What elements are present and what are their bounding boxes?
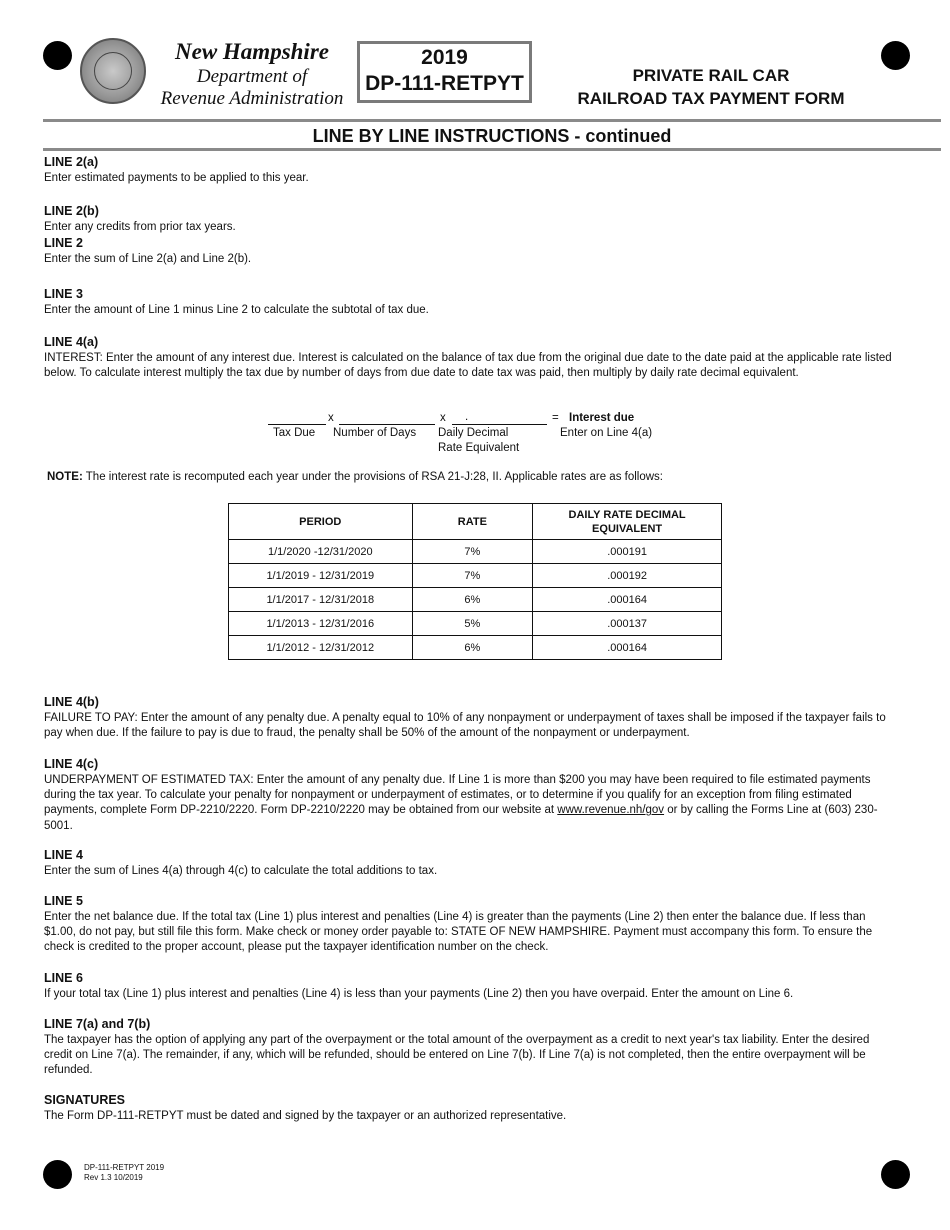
- section-heading: LINE 4: [44, 848, 83, 862]
- rate-header: RATE: [412, 504, 533, 540]
- section-line-2b: [44, 203, 894, 267]
- days-blank: [339, 424, 435, 425]
- state-seal-logo: [80, 38, 146, 104]
- table-row: [229, 588, 722, 612]
- table-row: [229, 540, 722, 564]
- daily-rate-header: DAILY RATE DECIMAL EQUIVALENT: [533, 504, 722, 540]
- section-heading: LINE 5: [44, 894, 83, 908]
- tax-due-label: Tax Due: [273, 427, 316, 439]
- note-label: NOTE:: [47, 471, 83, 483]
- dept-line-2: Revenue Administration: [160, 88, 344, 109]
- form-year: 2019: [421, 46, 468, 69]
- rate-cell: 6%: [412, 588, 533, 612]
- registration-mark-bottom-left: [43, 1160, 72, 1189]
- registration-mark-top-left: [43, 41, 72, 70]
- section-text: The taxpayer has the option of applying any part of the overpayment or the total amount of the overpayment as a credit to next year's tax liability. Enter the desired credit on Line 7(a). The remainder, if any, which will be refunded, should be entered on Line 7(b). If Line 7(a) is not completed, then the entire overpayment will be refunded.: [44, 1034, 870, 1077]
- section-heading: LINE 2(a): [44, 155, 99, 169]
- section-line-7: [44, 1016, 894, 1079]
- agency-name: [148, 38, 356, 110]
- rate-note: [47, 470, 897, 485]
- period-cell: 1/1/2019 - 12/31/2019: [229, 564, 413, 588]
- section-line-4a: [44, 334, 894, 381]
- website-link[interactable]: www.revenue.nh/gov: [557, 804, 665, 817]
- dept-line-1: Department of: [196, 66, 308, 87]
- form-number: DP-111-RETPYT: [365, 72, 524, 95]
- section-heading: SIGNATURES: [44, 1093, 126, 1107]
- daily-rate-cell: .000192: [533, 564, 722, 588]
- section-line-4b: [44, 694, 894, 741]
- section-heading: LINE 3: [44, 287, 83, 301]
- section-heading: LINE 2: [44, 236, 83, 251]
- section-text: Enter the sum of Line 2(a) and Line 2(b).: [44, 253, 252, 266]
- section-line-4c: [44, 756, 894, 834]
- table-row: [229, 636, 722, 660]
- note-text: The interest rate is recomputed each year under the provisions of RSA 21-J:28, II. Applicable rates are as follows:: [82, 471, 663, 483]
- daily-rate-cell: .000191: [533, 540, 722, 564]
- period-cell: 1/1/2020 -12/31/2020: [229, 540, 413, 564]
- section-text: Enter estimated payments to be applied to this year.: [44, 172, 309, 184]
- section-line-4: [44, 847, 894, 879]
- rate-cell: 5%: [412, 612, 533, 636]
- section-heading: LINE 4(c): [44, 757, 99, 771]
- section-text: UNDERPAYMENT OF ESTIMATED TAX: Enter the amount of any penalty due. If Line 1 is more than $200 you may have been required to file estimated payments during the tax year. To calculate your penalty for nonpayment or underpayment of estimates, or to determine if you qualify for an exception from filing estimated payments, complete Form DP-2210/2220. Form DP-2210/2220 may be obtained from our website at: [44, 774, 871, 817]
- section-heading: LINE 4(a): [44, 335, 99, 349]
- daily-rate-cell: .000164: [533, 588, 722, 612]
- header-rule-top: [43, 119, 941, 122]
- section-heading: LINE 6: [44, 971, 83, 985]
- section-heading: LINE 4(b): [44, 695, 99, 709]
- section-text: Enter any credits from prior tax years.: [44, 221, 236, 233]
- period-cell: 1/1/2013 - 12/31/2016: [229, 612, 413, 636]
- section-text: Enter the sum of Lines 4(a) through 4(c) to calculate the total additions to tax.: [44, 865, 438, 877]
- rate-cell: 6%: [412, 636, 533, 660]
- rate-cell: 7%: [412, 540, 533, 564]
- decimal-point: .: [465, 411, 469, 423]
- table-row: [229, 564, 722, 588]
- section-signatures: [44, 1092, 894, 1124]
- period-cell: 1/1/2017 - 12/31/2018: [229, 588, 413, 612]
- rate-cell: 7%: [412, 564, 533, 588]
- form-title: [552, 64, 870, 110]
- times-sign-1: x: [328, 412, 334, 424]
- table-header-row: [229, 504, 722, 540]
- section-line-3: [44, 286, 894, 318]
- section-text-end: or by calling the Forms Line at (603) 230-5001.: [44, 804, 878, 832]
- rate-equivalent-label: Rate Equivalent: [438, 442, 520, 454]
- header-rule-bottom: [43, 148, 941, 151]
- daily-rate-cell: .000164: [533, 636, 722, 660]
- interest-due-label: Interest due: [569, 412, 635, 424]
- daily-decimal-label: Daily Decimal: [438, 427, 509, 439]
- form-id-box: [357, 41, 532, 103]
- section-text: FAILURE TO PAY: Enter the amount of any penalty due. A penalty equal to 10% of any nonpayment or underpayment of taxes shall be imposed if the taxpayer fails to pay when due. If the failure to pay is due to fraud, the penalty shall be 50% of the amount of the nonpayment or underpayment.: [44, 712, 886, 740]
- section-line-2a: [44, 154, 894, 186]
- period-cell: 1/1/2012 - 12/31/2012: [229, 636, 413, 660]
- registration-mark-top-right: [881, 41, 910, 70]
- form-title-line-1: PRIVATE RAIL CAR: [632, 66, 790, 85]
- form-title-line-2: RAILROAD TAX PAYMENT FORM: [577, 89, 845, 108]
- registration-mark-bottom-right: [881, 1160, 910, 1189]
- section-text: Enter the amount of Line 1 minus Line 2 to calculate the subtotal of tax due.: [44, 304, 429, 316]
- equals-sign: =: [552, 412, 559, 424]
- page-heading: LINE BY LINE INSTRUCTIONS - continued: [312, 126, 672, 146]
- section-heading: LINE 2(b): [44, 204, 99, 218]
- period-header: PERIOD: [229, 504, 413, 540]
- times-sign-2: x: [440, 412, 446, 424]
- section-line-6: [44, 970, 894, 1002]
- state-name: New Hampshire: [175, 39, 329, 64]
- section-heading: LINE 7(a) and 7(b): [44, 1017, 151, 1031]
- daily-rate-cell: .000137: [533, 612, 722, 636]
- section-text: Enter the net balance due. If the total tax (Line 1) plus interest and penalties (Line 4) is greater than the payments (Line 2) then enter the balance due. If less than $1.00, do not pay, but still file this form. Make check or money order payable to: STATE OF NEW HAMPSHIRE. Payment must accompany this form. To ensure the check is credited to the proper account, please put the taxpayer identification number on the check.: [44, 911, 873, 954]
- table-row: [229, 612, 722, 636]
- form-footer: [84, 1163, 164, 1183]
- section-line-5: [44, 893, 894, 956]
- tax-due-blank: [268, 424, 326, 425]
- number-of-days-label: Number of Days: [333, 427, 417, 439]
- footer-form-id: DP-111-RETPYT 2019: [84, 1163, 165, 1172]
- footer-revision: Rev 1.3 10/2019: [84, 1173, 143, 1182]
- enter-on-line-label: Enter on Line 4(a): [560, 427, 653, 439]
- section-text: INTEREST: Enter the amount of any interest due. Interest is calculated on the balance of tax due from the original due date to the date paid at the applicable rate listed below. To calculate interest multiply the tax due by number of days from due date to date tax was paid, then multiply by daily rate decimal equivalent.: [44, 352, 892, 380]
- section-text: If your total tax (Line 1) plus interest and penalties (Line 4) is less than your payments (Line 2) then you have overpaid. Enter the amount on Line 6.: [44, 988, 794, 1000]
- section-text: The Form DP-111-RETPYT must be dated and signed by the taxpayer or an authorized representative.: [44, 1110, 567, 1122]
- interest-rate-table: [228, 503, 722, 660]
